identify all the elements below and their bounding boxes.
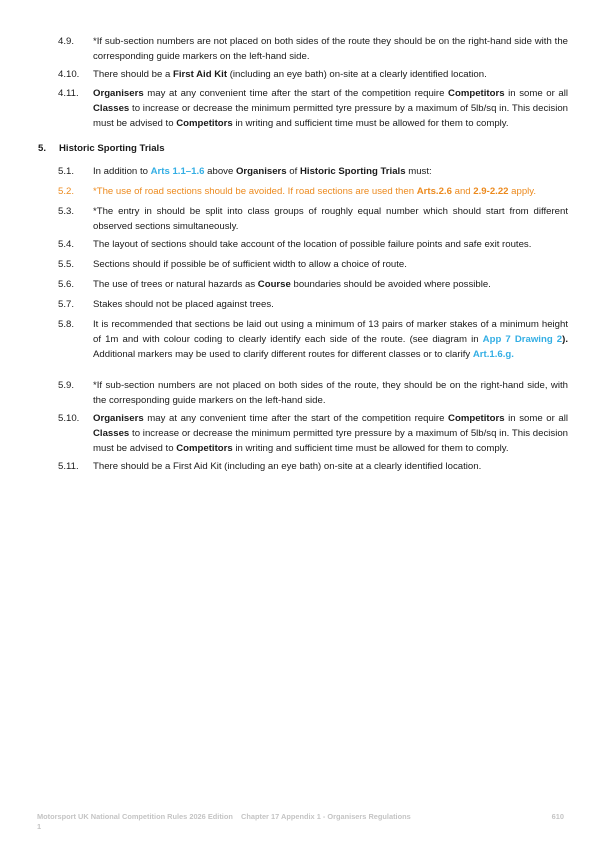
text-run: *If sub-section numbers are not placed on both sides of the route, they should be on the right-hand side, with the corresponding guide markers on the left-hand side. — [93, 380, 568, 406]
section-number: 5. — [38, 143, 47, 154]
rule-number: 5.8. — [58, 319, 75, 330]
rule-number: 4.9. — [58, 36, 75, 47]
rule-number: 5.9. — [58, 380, 75, 391]
text-run: *The entry in should be split into class groups of roughly equal number which should start from different observed sections simultaneously. — [93, 206, 568, 232]
rule-item-5-9 — [58, 378, 568, 408]
footer-publication: Motorsport UK National Competition Rules 2026 Edition 1 — [37, 812, 233, 831]
rule-text — [93, 34, 568, 64]
bold-term: Course — [257, 279, 291, 290]
bold-term: Organisers — [93, 88, 144, 99]
text-run: *If sub-section numbers are not placed on both sides of the route they should be on the right-hand side with the corresponding guide markers on the left-hand side. — [93, 36, 568, 62]
rule-number: 5.4. — [58, 239, 75, 250]
text-run: above — [204, 166, 236, 177]
rule-item-5-2 — [58, 184, 568, 199]
bold-term: Competitors — [448, 88, 505, 99]
text-run: (including an eye bath) on-site at a clearly identified location. — [227, 69, 487, 80]
rule-text — [93, 164, 568, 179]
rule-item-4-11 — [58, 86, 568, 131]
rule-number: 5.5. — [58, 259, 75, 270]
text-run: apply. — [508, 186, 537, 197]
text-run: to increase or decrease the minimum permitted tyre pressure by a maximum of 5lb/sq in. This decision must be advised to — [93, 103, 568, 129]
bold-term: Competitors — [176, 443, 233, 454]
rule-number: 4.10. — [58, 69, 80, 80]
text-run: may at any convenient time after the start of the competition require — [143, 88, 449, 99]
bold-term: ). — [562, 334, 568, 345]
text-run: in some or all — [504, 88, 568, 99]
bold-term: Classes — [93, 428, 130, 439]
rule-text — [93, 67, 568, 82]
rule-item-5-3 — [58, 204, 568, 234]
text-run: in writing and sufficient time must be allowed for them to comply. — [232, 118, 509, 129]
bold-term: Organisers — [93, 413, 144, 424]
rule-text — [93, 86, 568, 131]
text-run: In addition to — [93, 166, 151, 177]
rule-number: 4.11. — [58, 88, 79, 99]
rule-item-4-9 — [58, 34, 568, 64]
rule-number: 5.2. — [58, 186, 75, 197]
text-run: and — [451, 186, 474, 197]
rule-number: 5.11. — [58, 461, 79, 472]
bold-term: Historic Sporting Trials — [299, 166, 406, 177]
rule-number: 5.6. — [58, 279, 75, 290]
text-run: Stakes should not be placed against trees. — [93, 299, 274, 310]
rule-item-5-6 — [58, 277, 568, 292]
cross-reference-link[interactable]: Arts 1.1–1.6 — [150, 166, 205, 177]
section-heading — [38, 141, 558, 156]
rule-text — [93, 277, 568, 292]
cross-reference-link[interactable]: Art.1.6.g. — [472, 349, 514, 360]
bold-term: 2.9-2.22 — [473, 186, 509, 197]
text-run: may at any convenient time after the start of the competition require — [143, 413, 449, 424]
text-run: There should be a First Aid Kit (including an eye bath) on-site at a clearly identified location. — [93, 461, 482, 472]
rule-item-5-4 — [58, 237, 568, 252]
page-number: 610 — [551, 812, 564, 821]
text-run: to increase or decrease the minimum permitted tyre pressure by a maximum of 5lb/sq in. This decision must be advised to — [93, 428, 568, 454]
bold-term: Arts.2.6 — [416, 186, 452, 197]
rule-number: 5.7. — [58, 299, 75, 310]
rule-item-5-8 — [58, 317, 568, 362]
rule-text — [93, 257, 568, 272]
rule-text — [93, 411, 568, 456]
text-run: The layout of sections should take account of the location of possible failure points and safe exit routes. — [93, 239, 532, 250]
bold-term: Competitors — [176, 118, 233, 129]
cross-reference-link[interactable]: App 7 Drawing 2 — [482, 334, 563, 345]
text-run: There should be a — [93, 69, 174, 80]
text-run: must: — [405, 166, 432, 177]
text-run: in writing and sufficient time must be allowed for them to comply. — [232, 443, 509, 454]
bold-term: First Aid Kit — [173, 69, 228, 80]
rule-number: 5.3. — [58, 206, 75, 217]
rule-item-5-7 — [58, 297, 568, 312]
rule-item-5-10 — [58, 411, 568, 456]
rule-text — [93, 184, 568, 199]
text-run: It is recommended that sections be laid out using a minimum of 13 pairs of marker stakes of a minimum height of 1m and with colour coding to clearly identify each side of the route. (see diagram in — [93, 319, 568, 345]
rule-number: 5.10. — [58, 413, 80, 424]
bold-term: Organisers — [235, 166, 287, 177]
rule-text — [93, 317, 568, 362]
section-title: Historic Sporting Trials — [59, 143, 165, 154]
text-run: Additional markers may be used to clarify different routes for different classes or to clarify — [93, 349, 473, 360]
rule-text — [93, 459, 568, 474]
text-run: boundaries should be avoided where possible. — [290, 279, 491, 290]
bold-term: Competitors — [448, 413, 505, 424]
footer-chapter: Chapter 17 Appendix 1 - Organisers Regulations — [241, 812, 411, 821]
bold-term: Classes — [93, 103, 130, 114]
rule-item-5-1 — [58, 164, 568, 179]
text-run: in some or all — [504, 413, 568, 424]
rule-item-5-11 — [58, 459, 568, 474]
text-run: *The use of road sections should be avoided. If road sections are used then — [93, 186, 417, 197]
rule-number: 5.1. — [58, 166, 75, 177]
rule-item-4-10 — [58, 67, 568, 82]
rule-item-5-5 — [58, 257, 568, 272]
rule-text — [93, 237, 568, 252]
text-run: Sections should if possible be of sufficient width to allow a choice of route. — [93, 259, 407, 270]
rule-text — [93, 378, 568, 408]
rule-text — [93, 297, 568, 312]
text-run: of — [286, 166, 300, 177]
rule-text — [93, 204, 568, 234]
text-run: The use of trees or natural hazards as — [93, 279, 258, 290]
